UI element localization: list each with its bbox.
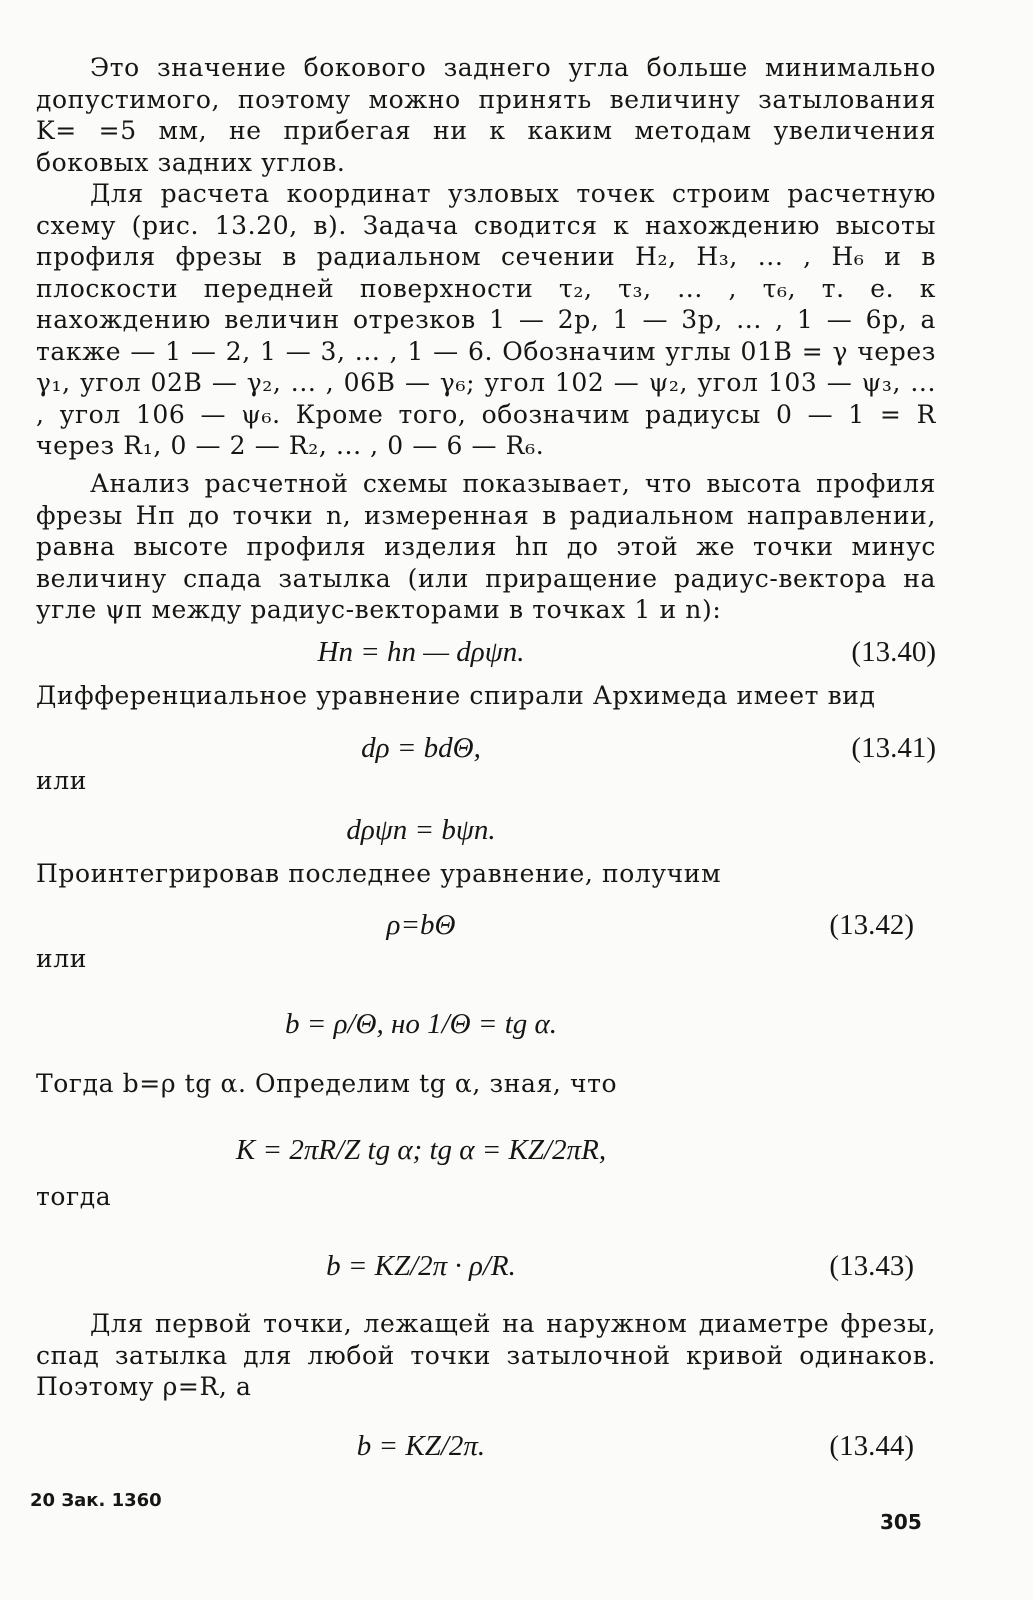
formula-13-41 xyxy=(36,728,936,778)
formula-expression: K = 2πR/Z tg α; tg α = KZ/2πR, xyxy=(235,1134,607,1166)
formula-b-rho-theta xyxy=(36,1004,936,1054)
paragraph-archimedes-spiral: Дифференциальное уравнение спирали Архимеда имеет вид xyxy=(36,681,876,710)
equation-number: (13.40) xyxy=(851,636,936,668)
formula-13-44 xyxy=(36,1426,936,1476)
formula-d-rho-psi xyxy=(36,810,936,860)
formula-expression: dρψп = bψп. xyxy=(346,814,496,846)
paragraph-first-point: Для первой точки, лежащей на наружном диаметре фрезы, спад затылка для любой точки затылочной кривой одинаков. Поэтому ρ=R, а xyxy=(36,1309,936,1401)
page-number: 305 xyxy=(880,1510,922,1534)
formula-expression: ρ=bΘ xyxy=(386,909,456,941)
word-or: или xyxy=(36,766,88,795)
paragraph-backward-angle: Это значение бокового заднего угла больше минимально допустимого, поэтому можно принять величину затылования K= =5 мм, не прибегая ни к каким методам увеличения боковых задних углов. xyxy=(36,53,936,177)
equation-number: (13.44) xyxy=(829,1430,914,1462)
word-or: или xyxy=(36,944,88,973)
paragraph-define-tg: Тогда b=ρ tg α. Определим tg α, зная, что xyxy=(36,1069,618,1098)
printer-order-mark: 20 Зак. 1360 xyxy=(30,1490,162,1511)
formula-k-tg xyxy=(36,1130,936,1180)
word-then: тогда xyxy=(36,1182,112,1211)
formula-13-40 xyxy=(36,632,936,682)
equation-number: (13.43) xyxy=(829,1250,914,1282)
equation-number: (13.42) xyxy=(829,909,914,941)
formula-expression: b = KZ/2π · ρ/R. xyxy=(326,1250,516,1282)
formula-expression: b = ρ/Θ, но 1/Θ = tg α. xyxy=(285,1008,557,1040)
formula-13-43 xyxy=(36,1246,936,1296)
formula-expression: dρ = bdΘ, xyxy=(361,732,481,764)
paragraph-profile-analysis: Анализ расчетной схемы показывает, что высота профиля фрезы Hп до точки n, измеренная в радиальном направлении, равна высоте профиля изделия hп до этой же точки минус величину спада затылка (или приращение радиус-вектора на угле ψп между радиус-векторами в точках 1 и n): xyxy=(36,469,936,624)
formula-13-42 xyxy=(36,905,936,955)
paragraph-node-coordinates: Для расчета координат узловых точек строим расчетную схему (рис. 13.20, в). Задача сводится к нахождению высоты профиля фрезы в радиальном сечении H₂, H₃, ... , H₆ и в плоскости передней поверхности τ₂, τ₃, ... , τ₆, т. е. к нахождению величин отрезков 1 — 2p, 1 — 3p, ... , 1 — 6p, а также — 1 — 2, 1 — 3, ... , 1 — 6. Обозначим углы 01B = γ через γ₁, угол 02B — γ₂, ... , 06B — γ₆; угол 102 — ψ₂, угол 103 — ψ₃, ... , угол 106 — ψ₆. Кроме того, обозначим радиусы 0 — 1 = R через R₁, 0 — 2 — R₂, ... , 0 — 6 — R₆. xyxy=(36,179,936,460)
paragraph-integration: Проинтегрировав последнее уравнение, получим xyxy=(36,859,722,888)
formula-expression: b = KZ/2π. xyxy=(356,1430,486,1462)
formula-expression: Hп = hп — dρψп. xyxy=(317,636,525,668)
equation-number: (13.41) xyxy=(851,732,936,764)
